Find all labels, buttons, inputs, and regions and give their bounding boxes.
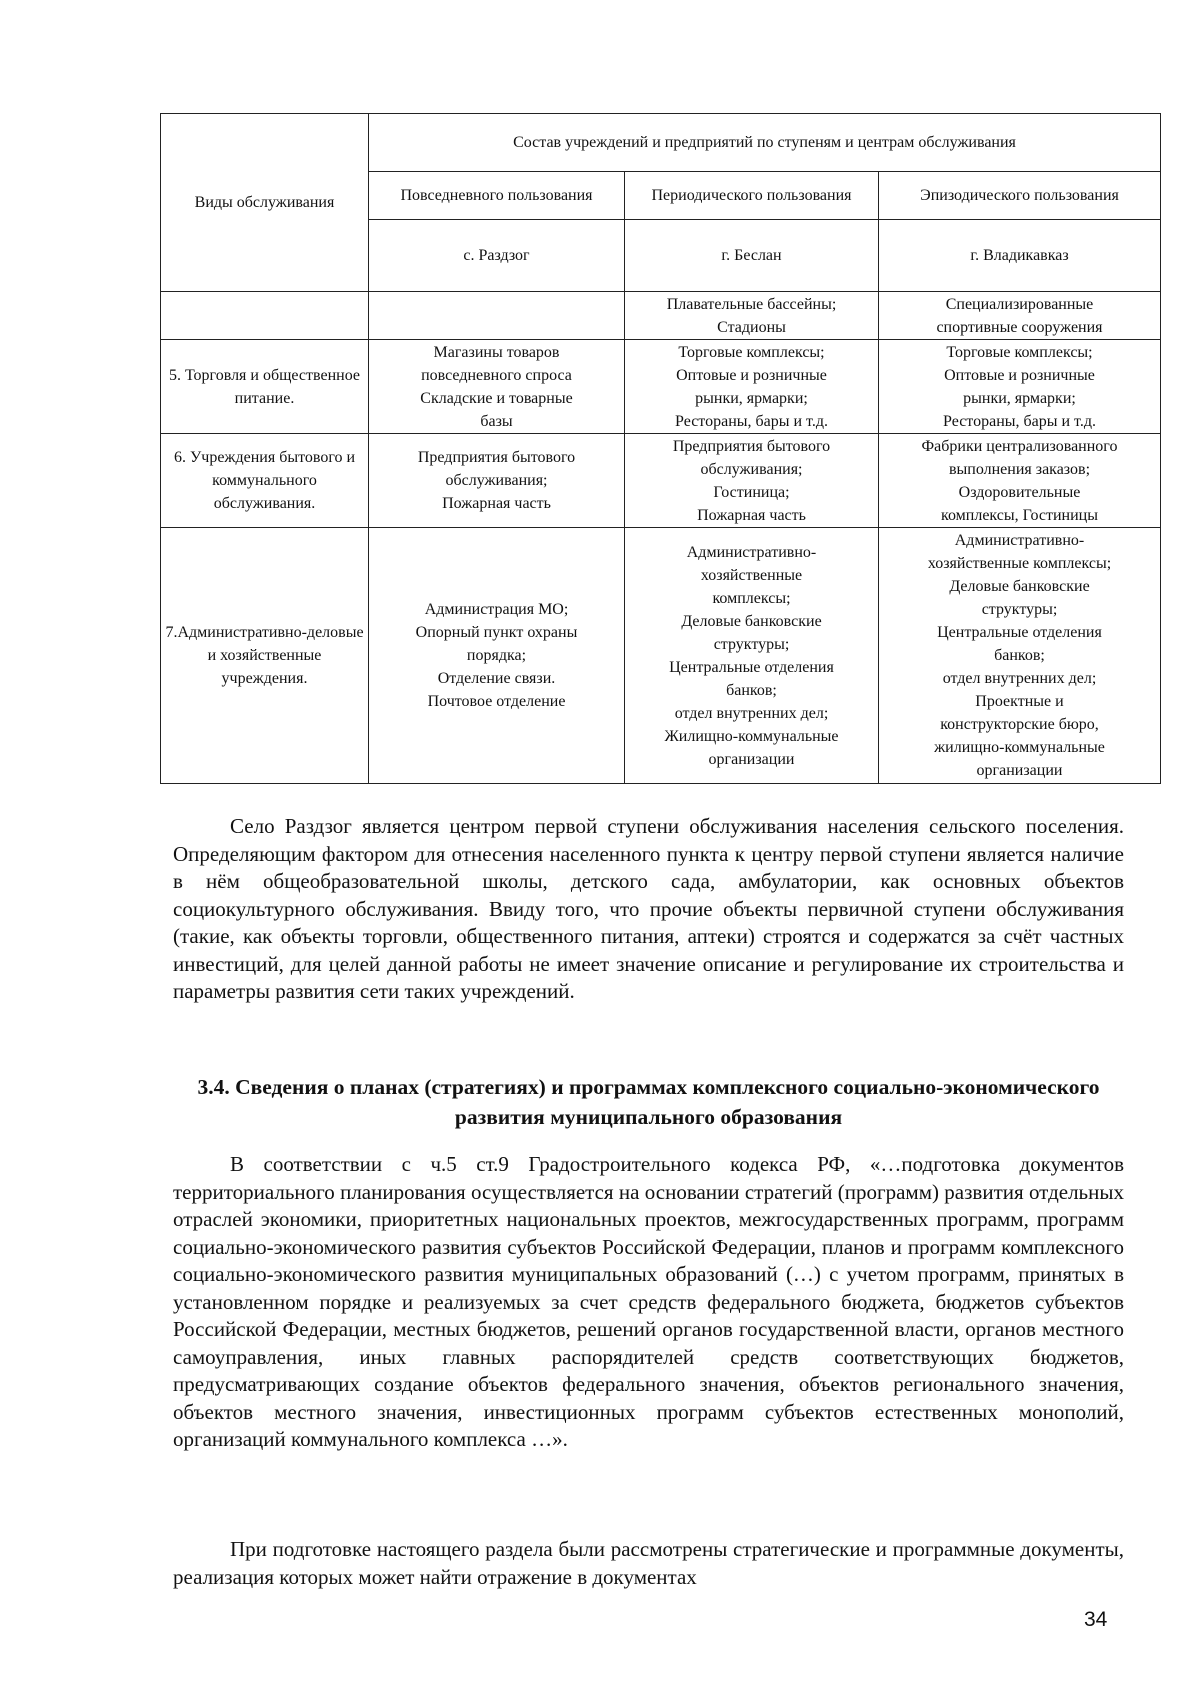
cell-line: Специализированные	[945, 295, 1094, 313]
cell-line: организации	[708, 750, 795, 768]
cell-line: Предприятия бытового	[417, 449, 576, 466]
table-cell-episodic	[879, 434, 1161, 528]
header-service-types: Виды обслуживания	[161, 114, 369, 292]
table-cell-episodic	[879, 340, 1161, 434]
cell-line: Складские и товарные	[420, 389, 573, 407]
cell-line: Центральные отделения	[669, 658, 834, 676]
page-number: 34	[1084, 1608, 1108, 1631]
table-cell-type: 7.Административно-деловые и хозяйственные учреждения.	[161, 528, 369, 784]
cell-line: Центральные отделения	[937, 624, 1102, 641]
cell-line: спортивные сооружения	[936, 318, 1103, 336]
cell-line: комплексы, Гостиницы	[941, 506, 1098, 524]
cell-line: комплексы;	[712, 589, 791, 607]
cell-line: структуры;	[713, 635, 790, 653]
header-center-village: с. Раздзог	[369, 220, 625, 292]
cell-line: Административно-	[954, 532, 1085, 549]
table-cell-daily	[369, 292, 625, 340]
cell-line: рынки, ярмарки;	[963, 389, 1076, 407]
header-level-daily: Повседневного пользования	[369, 172, 625, 220]
cell-line: отдел внутренних дел;	[674, 704, 829, 722]
table-cell-periodic	[625, 340, 879, 434]
table-cell-type	[161, 292, 369, 340]
table-cell-daily	[369, 434, 625, 528]
cell-line: Торговые комплексы;	[946, 343, 1093, 361]
cell-line: порядка;	[466, 647, 527, 664]
section-heading: 3.4. Сведения о планах (стратегиях) и программах комплексного социально-экономического развития муниципального образования	[197, 1075, 1100, 1129]
table-cell-episodic	[879, 292, 1161, 340]
cell-line: повседневного спроса	[421, 366, 572, 384]
cell-line: хозяйственные комплексы;	[927, 555, 1112, 572]
cell-line: отдел внутренних дел;	[942, 670, 1097, 687]
cell-line: организации	[976, 762, 1063, 779]
header-center-vladikavkaz: г. Владикавказ	[879, 220, 1161, 292]
cell-line: Почтовое отделение	[427, 693, 566, 710]
cell-line: Администрация МО;	[424, 601, 569, 618]
cell-line: Опорный пункт охраны	[415, 624, 578, 641]
table-cell-episodic	[879, 528, 1161, 784]
table-cell-periodic	[625, 292, 879, 340]
cell-line: Предприятия бытового	[672, 437, 831, 455]
cell-line: Фабрики централизованного	[921, 437, 1118, 455]
header-center-beslan: г. Беслан	[625, 220, 879, 292]
cell-line: Проектные и	[975, 693, 1064, 710]
cell-line: жилищно-коммунальные	[934, 739, 1105, 756]
table-cell-periodic	[625, 528, 879, 784]
table-cell-periodic	[625, 434, 879, 528]
cell-line: Плавательные бассейны;	[666, 295, 837, 313]
cell-line: Магазины товаров	[433, 343, 560, 361]
cell-line: Торговые комплексы;	[678, 343, 825, 361]
cell-line: конструкторские бюро,	[940, 716, 1099, 733]
header-level-episodic: Эпизодического пользования	[879, 172, 1161, 220]
cell-line: Гостиница;	[713, 483, 790, 501]
cell-line: Административно-	[686, 543, 817, 561]
cell-line: обслуживания;	[445, 472, 548, 489]
cell-line: Отделение связи.	[437, 670, 556, 687]
services-table	[160, 113, 1161, 784]
cell-line: банков;	[994, 647, 1045, 664]
cell-line: Стадионы	[717, 318, 786, 336]
header-level-periodic: Периодического пользования	[625, 172, 879, 220]
cell-line: структуры;	[981, 601, 1058, 618]
paragraph-documents: При подготовке настоящего раздела были рассмотрены стратегические и программные документы, реализация которых может найти отражение в документах	[173, 1537, 1124, 1589]
cell-line: Оптовые и розничные	[676, 366, 827, 384]
cell-line: выполнения заказов;	[948, 460, 1091, 478]
cell-line: Жилищно-коммунальные	[664, 727, 839, 745]
table-cell-daily	[369, 340, 625, 434]
paragraph-legal-basis: В соответствии с ч.5 ст.9 Градостроительного кодекса РФ, «…подготовка документов территориального планирования осуществляется на основании стратегий (программ) развития отдельных отраслей экономики, приоритетных национальных проектов, межгосударственных программ, программ социально-экономического развития субъектов Российской Федерации, планов и программ комплексного социально-экономического развития муниципальных образований (…) с учетом программ, принятых в установленном порядке и реализуемых за счет средств федерального бюджета, бюджетов субъектов Российской Федерации, местных бюджетов, решений органов государственной власти, органов местного самоуправления, иных главных распорядителей средств соответствующих бюджетов, предусматривающих создание объектов федерального значения, объектов регионального значения, объектов местного значения, инвестиционных программ субъектов естественных монополий, организаций коммунального комплекса …».	[173, 1152, 1124, 1451]
cell-line: Деловые банковские	[681, 612, 822, 630]
cell-line: банков;	[726, 681, 777, 699]
cell-line: Пожарная часть	[697, 506, 806, 524]
cell-line: Пожарная часть	[442, 495, 551, 512]
cell-line: Рестораны, бары и т.д.	[943, 412, 1096, 430]
cell-line: обслуживания;	[700, 460, 803, 478]
cell-line: Рестораны, бары и т.д.	[675, 412, 828, 430]
cell-line: Деловые банковские	[949, 578, 1090, 595]
cell-line: Оздоровительные	[958, 483, 1081, 501]
cell-line: хозяйственные	[700, 566, 803, 584]
table-cell-type: 6. Учреждения бытового и коммунального обслуживания.	[161, 434, 369, 528]
table-cell-type: 5. Торговля и общественное питание.	[161, 340, 369, 434]
header-group: Состав учреждений и предприятий по ступеням и центрам обслуживания	[369, 114, 1161, 172]
table-cell-daily	[369, 528, 625, 784]
cell-line: рынки, ярмарки;	[695, 389, 808, 407]
cell-line: базы	[480, 412, 513, 430]
cell-line: Оптовые и розничные	[944, 366, 1095, 384]
paragraph-village-center: Село Раздзог является центром первой ступени обслуживания населения сельского поселения. Определяющим фактором для отнесения населенного пункта к центру первой ступени является наличие в нём общеобразовательной школы, детского сада, амбулатории, как основных объектов социокультурного обслуживания. Ввиду того, что прочие объекты первичной ступени обслуживания (такие, как объекты торговли, общественного питания, аптеки) строятся и содержатся за счёт частных инвестиций, для целей данной работы не имеет значение описание и регулирование их строительства и параметры развития сети таких учреждений.	[173, 814, 1124, 1003]
